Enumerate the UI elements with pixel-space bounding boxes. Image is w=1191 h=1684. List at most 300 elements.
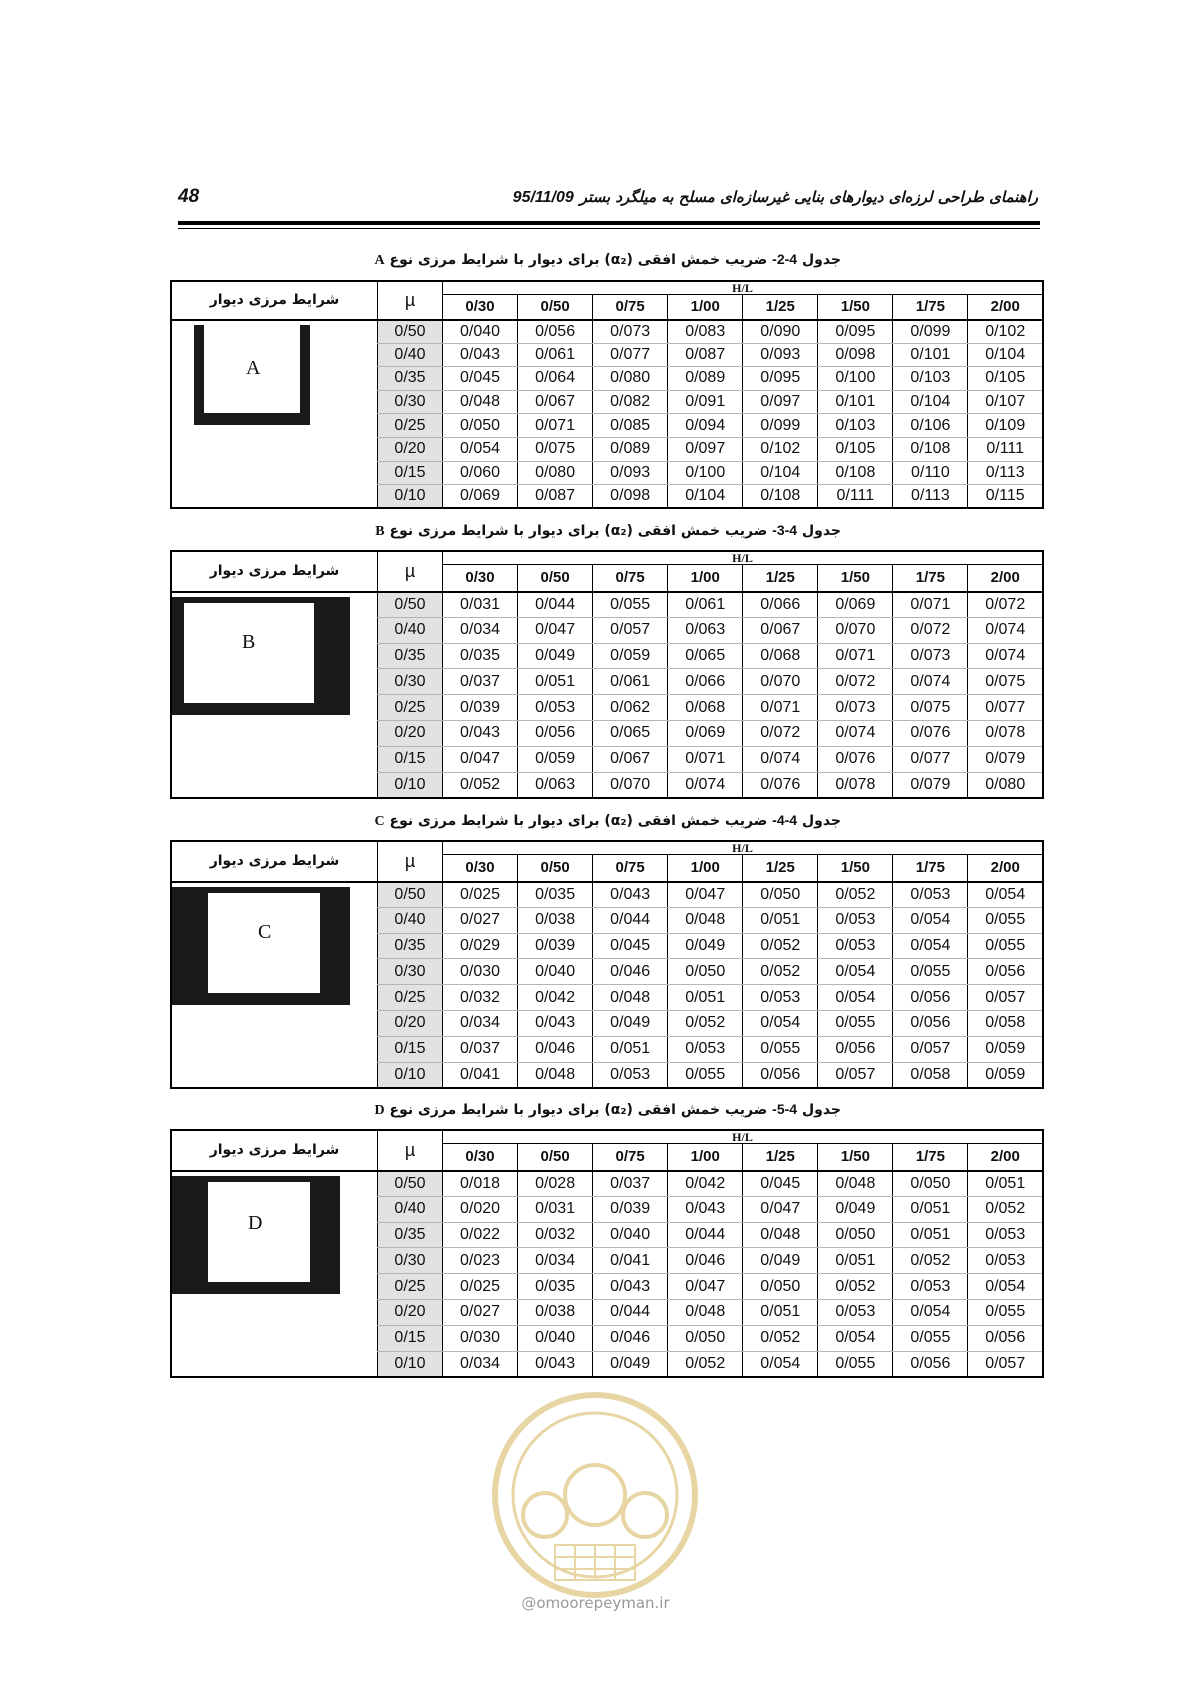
- coefficient-value: 0/022: [443, 1222, 518, 1248]
- coefficient-value: 0/043: [668, 1196, 743, 1222]
- hl-column-header: 0/50: [518, 1144, 593, 1171]
- coefficient-value: 0/049: [668, 933, 743, 959]
- hl-column-header: 1/25: [743, 855, 818, 882]
- coefficient-value: 0/043: [443, 343, 518, 367]
- hl-column-header: 1/50: [818, 855, 893, 882]
- coefficient-value: 0/062: [593, 695, 668, 721]
- coefficient-value: 0/050: [893, 1171, 968, 1197]
- mu-value: 0/15: [378, 1325, 443, 1351]
- coefficient-value: 0/056: [818, 1036, 893, 1062]
- coefficient-value: 0/054: [968, 882, 1043, 908]
- coefficient-value: 0/054: [443, 437, 518, 461]
- coefficient-value: 0/076: [893, 720, 968, 746]
- coefficient-value: 0/059: [968, 1036, 1043, 1062]
- coefficient-value: 0/080: [518, 461, 593, 485]
- coefficient-value: 0/028: [518, 1171, 593, 1197]
- coefficient-value: 0/057: [893, 1036, 968, 1062]
- publisher-seal-watermark: [485, 1385, 705, 1605]
- hl-column-header: 2/00: [968, 565, 1043, 592]
- header-date: 95/11/09: [512, 189, 574, 206]
- coefficient-value: 0/049: [818, 1196, 893, 1222]
- mu-value: 0/20: [378, 437, 443, 461]
- boundary-type-label: C: [258, 920, 272, 943]
- coefficient-value: 0/044: [518, 592, 593, 618]
- coefficient-value: 0/034: [443, 1010, 518, 1036]
- running-title-text: راهنمای طراحی لرزه‌ای دیوارهای بنایی غیرسازه‌ای مسلح به میلگرد بستر: [579, 188, 1038, 206]
- mu-value: 0/35: [378, 367, 443, 391]
- coefficient-value: 0/051: [593, 1036, 668, 1062]
- table-caption: [375, 812, 842, 830]
- coefficient-value: 0/101: [893, 343, 968, 367]
- coefficient-value: 0/073: [893, 643, 968, 669]
- coefficient-value: 0/041: [443, 1062, 518, 1088]
- coefficient-value: 0/101: [818, 390, 893, 414]
- mu-value: 0/25: [378, 1274, 443, 1300]
- coefficient-value: 0/095: [818, 320, 893, 344]
- hl-column-header: 0/75: [593, 855, 668, 882]
- coefficient-value: 0/061: [668, 592, 743, 618]
- coefficient-value: 0/043: [593, 1274, 668, 1300]
- coefficient-value: 0/058: [893, 1062, 968, 1088]
- coefficient-value: 0/050: [743, 1274, 818, 1300]
- coefficient-value: 0/050: [668, 1325, 743, 1351]
- hl-column-header: 1/50: [818, 295, 893, 320]
- coefficient-value: 0/053: [893, 882, 968, 908]
- mu-value: 0/40: [378, 617, 443, 643]
- coefficient-value: 0/104: [668, 485, 743, 509]
- caption-number: 4-5-: [772, 1101, 798, 1117]
- caption-text: ضریب خمش افقی (α₂) برای دیوار با شرایط مرزی نوع: [389, 523, 768, 539]
- footer-site-text: omoorepeyman.ir: [536, 1594, 670, 1612]
- coefficient-value: 0/059: [593, 643, 668, 669]
- hl-column-header: 1/75: [893, 855, 968, 882]
- coefficient-value: 0/072: [818, 669, 893, 695]
- coefficient-value: 0/051: [818, 1248, 893, 1274]
- coefficient-value: 0/105: [818, 437, 893, 461]
- coefficient-value: 0/037: [443, 1036, 518, 1062]
- coefficient-value: 0/067: [518, 390, 593, 414]
- coefficient-value: 0/104: [743, 461, 818, 485]
- mu-value: 0/40: [378, 1196, 443, 1222]
- caption-type: D: [374, 1103, 385, 1118]
- hl-column-header: 0/50: [518, 855, 593, 882]
- coefficient-value: 0/111: [968, 437, 1043, 461]
- coefficient-value: 0/047: [743, 1196, 818, 1222]
- coefficient-value: 0/069: [818, 592, 893, 618]
- coefficient-value: 0/055: [668, 1062, 743, 1088]
- coefficient-value: 0/099: [743, 414, 818, 438]
- hl-column-header: 0/50: [518, 295, 593, 320]
- hl-column-header: 1/25: [743, 565, 818, 592]
- coefficient-value: 0/061: [518, 343, 593, 367]
- coefficient-value: 0/108: [818, 461, 893, 485]
- coefficient-value: 0/040: [518, 1325, 593, 1351]
- coefficient-value: 0/055: [743, 1036, 818, 1062]
- coefficient-value: 0/047: [443, 746, 518, 772]
- coefficient-value: 0/051: [743, 907, 818, 933]
- coefficient-value: 0/053: [593, 1062, 668, 1088]
- coefficient-value: 0/037: [443, 669, 518, 695]
- mu-value: 0/50: [378, 882, 443, 908]
- coefficient-value: 0/067: [743, 617, 818, 643]
- coefficient-value: 0/107: [968, 390, 1043, 414]
- coefficient-value: 0/113: [968, 461, 1043, 485]
- coefficient-value: 0/069: [668, 720, 743, 746]
- mu-value: 0/10: [378, 772, 443, 798]
- coefficient-value: 0/071: [743, 695, 818, 721]
- coefficient-value: 0/054: [743, 1351, 818, 1377]
- coefficient-value: 0/032: [518, 1222, 593, 1248]
- coefficient-value: 0/076: [818, 746, 893, 772]
- coefficient-value: 0/030: [443, 1325, 518, 1351]
- coefficient-value: 0/106: [893, 414, 968, 438]
- coefficient-value: 0/108: [893, 437, 968, 461]
- coefficient-value: 0/043: [518, 1010, 593, 1036]
- header-rule-thin: [178, 228, 1040, 229]
- coefficient-value: 0/043: [593, 882, 668, 908]
- coefficient-value: 0/054: [818, 959, 893, 985]
- table-caption: [375, 1101, 842, 1119]
- boundary-type-label: A: [246, 356, 261, 379]
- coefficient-value: 0/055: [968, 1299, 1043, 1325]
- coefficient-value: 0/039: [593, 1196, 668, 1222]
- coefficient-value: 0/051: [893, 1222, 968, 1248]
- condition-header: شرایط مرزی دیوار: [171, 281, 378, 320]
- coefficient-value: 0/053: [968, 1222, 1043, 1248]
- coefficient-value: 0/048: [593, 985, 668, 1011]
- coefficient-value: 0/103: [818, 414, 893, 438]
- coefficient-value: 0/074: [893, 669, 968, 695]
- coefficient-value: 0/095: [743, 367, 818, 391]
- coefficient-table-b: [170, 550, 1044, 799]
- coefficient-value: 0/064: [518, 367, 593, 391]
- boundary-type-label: D: [248, 1211, 263, 1234]
- coefficient-value: 0/042: [518, 985, 593, 1011]
- coefficient-value: 0/041: [593, 1248, 668, 1274]
- coefficient-value: 0/055: [968, 933, 1043, 959]
- coefficient-value: 0/113: [893, 485, 968, 509]
- coefficient-value: 0/051: [893, 1196, 968, 1222]
- hl-column-header: 1/00: [668, 855, 743, 882]
- coefficient-value: 0/054: [818, 985, 893, 1011]
- coefficient-value: 0/048: [668, 1299, 743, 1325]
- hl-header: H/L: [443, 281, 1044, 295]
- coefficient-value: 0/082: [593, 390, 668, 414]
- running-title: [507, 188, 1038, 207]
- coefficient-value: 0/053: [893, 1274, 968, 1300]
- coefficient-value: 0/040: [443, 320, 518, 344]
- caption-number: 4-2-: [772, 251, 798, 267]
- coefficient-value: 0/043: [518, 1351, 593, 1377]
- caption-text: ضریب خمش افقی (α₂) برای دیوار با شرایط مرزی نوع: [389, 252, 768, 268]
- coefficient-value: 0/074: [968, 643, 1043, 669]
- coefficient-value: 0/053: [818, 933, 893, 959]
- coefficient-value: 0/045: [743, 1171, 818, 1197]
- coefficient-value: 0/100: [668, 461, 743, 485]
- coefficient-value: 0/043: [443, 720, 518, 746]
- condition-header: شرایط مرزی دیوار: [171, 1130, 378, 1171]
- coefficient-value: 0/048: [743, 1222, 818, 1248]
- wall-boundary-diagram: [172, 887, 350, 1005]
- coefficient-value: 0/070: [818, 617, 893, 643]
- page-number: 48: [178, 186, 200, 207]
- coefficient-value: 0/056: [893, 1010, 968, 1036]
- mu-header: µ: [378, 1130, 443, 1171]
- caption-type: B: [375, 524, 385, 539]
- coefficient-value: 0/072: [968, 592, 1043, 618]
- table-row: [171, 320, 1043, 344]
- coefficient-value: 0/067: [593, 746, 668, 772]
- coefficient-value: 0/078: [968, 720, 1043, 746]
- coefficient-value: 0/052: [668, 1010, 743, 1036]
- mu-value: 0/15: [378, 746, 443, 772]
- coefficient-value: 0/104: [968, 343, 1043, 367]
- hl-column-header: 0/30: [443, 1144, 518, 1171]
- table-row: [171, 592, 1043, 618]
- caption-text: ضریب خمش افقی (α₂) برای دیوار با شرایط مرزی نوع: [389, 1102, 768, 1118]
- mu-value: 0/30: [378, 959, 443, 985]
- coefficient-value: 0/056: [968, 959, 1043, 985]
- hl-column-header: 0/30: [443, 295, 518, 320]
- coefficient-value: 0/072: [743, 720, 818, 746]
- coefficient-value: 0/104: [893, 390, 968, 414]
- coefficient-value: 0/068: [743, 643, 818, 669]
- coefficient-value: 0/076: [743, 772, 818, 798]
- wall-diagram-cell: [171, 320, 378, 509]
- coefficient-value: 0/057: [818, 1062, 893, 1088]
- caption-number: 4-3-: [772, 522, 798, 538]
- hl-column-header: 1/00: [668, 295, 743, 320]
- mu-value: 0/15: [378, 461, 443, 485]
- mu-header: µ: [378, 551, 443, 592]
- coefficient-value: 0/045: [443, 367, 518, 391]
- coefficient-value: 0/056: [518, 720, 593, 746]
- coefficient-value: 0/091: [668, 390, 743, 414]
- caption-type: C: [374, 814, 385, 829]
- mu-value: 0/35: [378, 643, 443, 669]
- coefficient-value: 0/083: [668, 320, 743, 344]
- coefficient-value: 0/075: [968, 669, 1043, 695]
- coefficient-value: 0/075: [893, 695, 968, 721]
- coefficient-value: 0/098: [818, 343, 893, 367]
- hl-column-header: 0/75: [593, 565, 668, 592]
- caption-prefix: جدول: [801, 252, 841, 268]
- coefficient-table-d: [170, 1129, 1044, 1378]
- coefficient-value: 0/077: [893, 746, 968, 772]
- coefficient-value: 0/074: [743, 746, 818, 772]
- coefficient-value: 0/069: [443, 485, 518, 509]
- coefficient-value: 0/102: [743, 437, 818, 461]
- wall-diagram-cell: [171, 592, 378, 798]
- coefficient-value: 0/077: [968, 695, 1043, 721]
- coefficient-value: 0/071: [818, 643, 893, 669]
- wall-boundary-diagram: [194, 325, 310, 425]
- caption-prefix: جدول: [801, 523, 841, 539]
- coefficient-value: 0/049: [743, 1248, 818, 1274]
- coefficient-value: 0/060: [443, 461, 518, 485]
- coefficient-value: 0/031: [443, 592, 518, 618]
- coefficient-value: 0/080: [593, 367, 668, 391]
- mu-value: 0/50: [378, 1171, 443, 1197]
- coefficient-value: 0/048: [668, 907, 743, 933]
- coefficient-value: 0/027: [443, 1299, 518, 1325]
- hl-column-header: 2/00: [968, 295, 1043, 320]
- coefficient-value: 0/063: [518, 772, 593, 798]
- coefficient-value: 0/087: [668, 343, 743, 367]
- mu-value: 0/30: [378, 669, 443, 695]
- coefficient-value: 0/020: [443, 1196, 518, 1222]
- hl-column-header: 1/00: [668, 1144, 743, 1171]
- coefficient-value: 0/034: [443, 1351, 518, 1377]
- mu-value: 0/25: [378, 985, 443, 1011]
- coefficient-value: 0/093: [593, 461, 668, 485]
- coefficient-value: 0/037: [593, 1171, 668, 1197]
- wall-boundary-diagram: [172, 1176, 340, 1294]
- coefficient-value: 0/065: [593, 720, 668, 746]
- coefficient-value: 0/079: [893, 772, 968, 798]
- coefficient-value: 0/053: [518, 695, 593, 721]
- coefficient-value: 0/035: [518, 882, 593, 908]
- coefficient-value: 0/051: [518, 669, 593, 695]
- coefficient-value: 0/047: [668, 1274, 743, 1300]
- coefficient-value: 0/040: [518, 959, 593, 985]
- hl-column-header: 1/75: [893, 295, 968, 320]
- coefficient-value: 0/056: [743, 1062, 818, 1088]
- hl-column-header: 0/75: [593, 295, 668, 320]
- coefficient-value: 0/044: [593, 907, 668, 933]
- coefficient-value: 0/111: [818, 485, 893, 509]
- coefficient-value: 0/027: [443, 907, 518, 933]
- coefficient-value: 0/108: [743, 485, 818, 509]
- hl-column-header: 1/00: [668, 565, 743, 592]
- hl-column-header: 0/30: [443, 565, 518, 592]
- coefficient-value: 0/050: [668, 959, 743, 985]
- coefficient-value: 0/057: [593, 617, 668, 643]
- mu-value: 0/50: [378, 320, 443, 344]
- coefficient-value: 0/072: [893, 617, 968, 643]
- coefficient-value: 0/052: [743, 933, 818, 959]
- hl-column-header: 0/30: [443, 855, 518, 882]
- coefficient-value: 0/102: [968, 320, 1043, 344]
- coefficient-value: 0/052: [818, 882, 893, 908]
- condition-header: شرایط مرزی دیوار: [171, 551, 378, 592]
- coefficient-value: 0/105: [968, 367, 1043, 391]
- coefficient-value: 0/049: [593, 1351, 668, 1377]
- coefficient-value: 0/046: [593, 959, 668, 985]
- coefficient-value: 0/048: [518, 1062, 593, 1088]
- coefficient-value: 0/055: [593, 592, 668, 618]
- coefficient-value: 0/051: [668, 985, 743, 1011]
- coefficient-value: 0/039: [443, 695, 518, 721]
- coefficient-value: 0/046: [593, 1325, 668, 1351]
- coefficient-value: 0/066: [743, 592, 818, 618]
- coefficient-value: 0/066: [668, 669, 743, 695]
- coefficient-value: 0/075: [518, 437, 593, 461]
- hl-column-header: 1/75: [893, 565, 968, 592]
- table-row: [171, 1171, 1043, 1197]
- wall-boundary-diagram: [172, 597, 350, 715]
- coefficient-value: 0/025: [443, 882, 518, 908]
- coefficient-value: 0/079: [968, 746, 1043, 772]
- coefficient-value: 0/034: [443, 617, 518, 643]
- coefficient-table-c: [170, 840, 1044, 1089]
- caption-type: A: [374, 253, 385, 268]
- table-caption: [375, 522, 841, 540]
- coefficient-value: 0/053: [968, 1248, 1043, 1274]
- coefficient-value: 0/031: [518, 1196, 593, 1222]
- coefficient-value: 0/085: [593, 414, 668, 438]
- coefficient-value: 0/057: [968, 985, 1043, 1011]
- coefficient-value: 0/050: [818, 1222, 893, 1248]
- coefficient-value: 0/103: [893, 367, 968, 391]
- hl-header: H/L: [443, 841, 1044, 855]
- coefficient-value: 0/087: [518, 485, 593, 509]
- wall-diagram-cell: [171, 1171, 378, 1377]
- coefficient-value: 0/048: [443, 390, 518, 414]
- mu-value: 0/35: [378, 1222, 443, 1248]
- coefficient-value: 0/051: [743, 1299, 818, 1325]
- footer-website: [0, 1594, 1191, 1612]
- hl-column-header: 1/25: [743, 1144, 818, 1171]
- coefficient-value: 0/089: [668, 367, 743, 391]
- coefficient-value: 0/054: [893, 933, 968, 959]
- hl-column-header: 1/50: [818, 1144, 893, 1171]
- coefficient-value: 0/053: [668, 1036, 743, 1062]
- coefficient-value: 0/053: [743, 985, 818, 1011]
- mu-value: 0/30: [378, 1248, 443, 1274]
- coefficient-value: 0/056: [968, 1325, 1043, 1351]
- wall-diagram-cell: [171, 882, 378, 1088]
- coefficient-value: 0/056: [518, 320, 593, 344]
- coefficient-value: 0/052: [893, 1248, 968, 1274]
- coefficient-value: 0/052: [968, 1196, 1043, 1222]
- coefficient-value: 0/074: [818, 720, 893, 746]
- coefficient-value: 0/054: [968, 1274, 1043, 1300]
- boundary-type-label: B: [242, 630, 256, 653]
- coefficient-value: 0/052: [743, 959, 818, 985]
- mu-value: 0/15: [378, 1036, 443, 1062]
- caption-prefix: جدول: [801, 813, 841, 829]
- mu-header: µ: [378, 841, 443, 882]
- coefficient-table-a: [170, 280, 1044, 509]
- hl-column-header: 2/00: [968, 855, 1043, 882]
- coefficient-value: 0/059: [518, 746, 593, 772]
- coefficient-value: 0/055: [893, 1325, 968, 1351]
- coefficient-value: 0/071: [518, 414, 593, 438]
- caption-text: ضریب خمش افقی (α₂) برای دیوار با شرایط مرزی نوع: [389, 813, 768, 829]
- hl-header: H/L: [443, 1130, 1044, 1144]
- hl-column-header: 0/50: [518, 565, 593, 592]
- coefficient-value: 0/109: [968, 414, 1043, 438]
- coefficient-value: 0/078: [818, 772, 893, 798]
- coefficient-value: 0/042: [668, 1171, 743, 1197]
- coefficient-value: 0/097: [668, 437, 743, 461]
- coefficient-value: 0/070: [593, 772, 668, 798]
- coefficient-value: 0/054: [893, 1299, 968, 1325]
- coefficient-value: 0/074: [968, 617, 1043, 643]
- coefficient-value: 0/053: [818, 907, 893, 933]
- coefficient-value: 0/047: [668, 882, 743, 908]
- coefficient-value: 0/045: [593, 933, 668, 959]
- coefficient-value: 0/089: [593, 437, 668, 461]
- coefficient-value: 0/077: [593, 343, 668, 367]
- coefficient-value: 0/061: [593, 669, 668, 695]
- mu-value: 0/20: [378, 1010, 443, 1036]
- coefficient-value: 0/063: [668, 617, 743, 643]
- coefficient-value: 0/053: [818, 1299, 893, 1325]
- coefficient-value: 0/049: [518, 643, 593, 669]
- coefficient-value: 0/035: [443, 643, 518, 669]
